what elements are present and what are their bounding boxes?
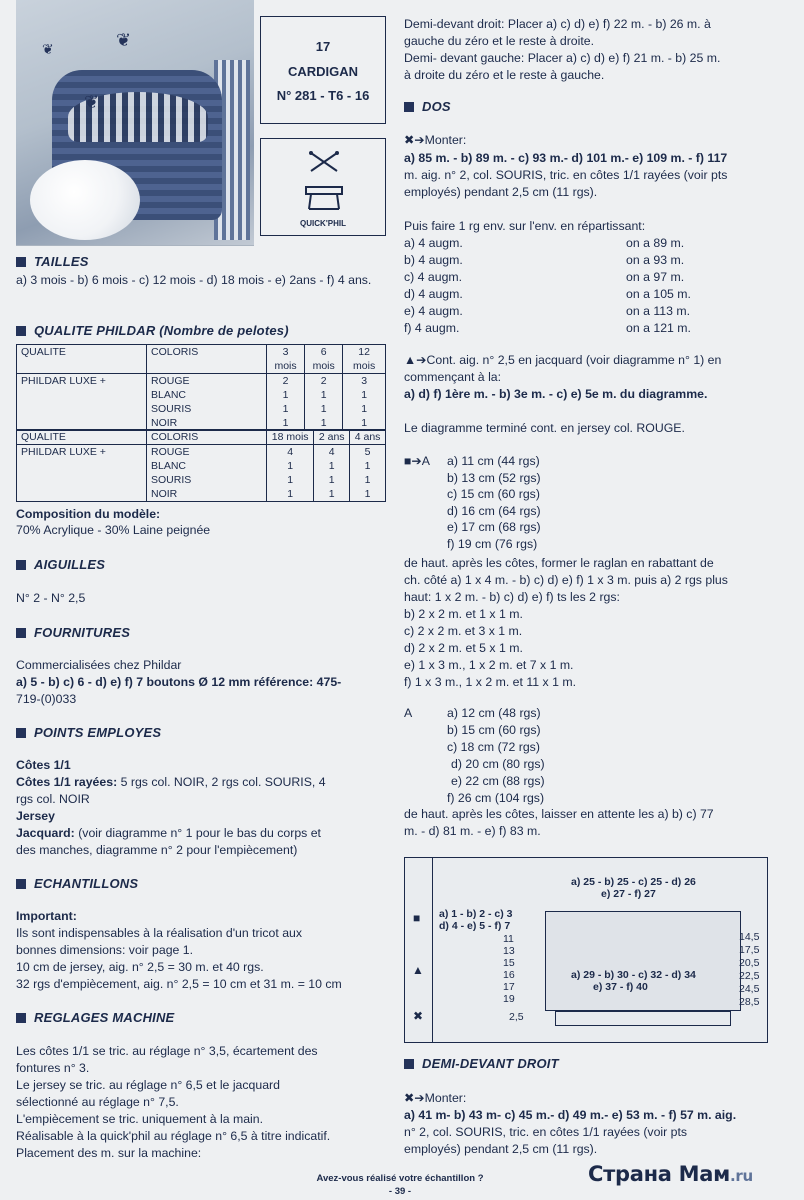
paw-icon: ❦: [42, 41, 54, 57]
square-symbol-icon: ■: [413, 911, 421, 925]
reglages-l2: fontures n° 3.: [16, 1061, 90, 1075]
fournitures-line3: 719-(0)033: [16, 692, 77, 706]
reglages-l7: Placement des m. sur la machine:: [16, 1146, 202, 1160]
attente-line2: m. - d) 81 m. - e) f) 83 m.: [404, 824, 541, 838]
rayees-line: Côtes 1/1 rayées: 5 rgs col. NOIR, 2 rgs col. SOURIS, 4: [16, 775, 326, 789]
height-item: e) 17 cm (68 rgs): [447, 520, 541, 534]
square-bullet-icon: [16, 257, 26, 267]
section-fournitures: FOURNITURES: [16, 624, 130, 642]
section-dos: DOS: [404, 98, 451, 116]
knitting-machine-icon: [305, 185, 343, 211]
dgauche-line1: Demi- devant gauche: Placer a) c) d) e) f) 21 m. - b) 25 m.: [404, 51, 721, 65]
cross-arrow-icon: ✖➔: [404, 133, 425, 147]
diag-done: Le diagramme terminé cont. en jersey col. ROUGE.: [404, 421, 685, 435]
height-item-2: d) 20 cm (80 rgs): [451, 757, 545, 771]
cross-symbol-icon: ✖: [413, 1009, 424, 1023]
title-box: [260, 16, 386, 124]
section-demi-devant-droit: DEMI-DEVANT DROIT: [404, 1055, 559, 1073]
schema-left-number: 15: [503, 957, 515, 969]
pattern-ref: N° 281 - T6 - 16: [276, 88, 370, 104]
jersey-label: Jersey: [16, 809, 55, 823]
quality-table-1: QUALITE COLORIS 3 mois 6 mois 12 mois PHILDAR LUXE + ROUGE 2 2 3 BLANC 1 1 1 SOURIS 1 1 1 NOIR 1 1 1: [16, 344, 386, 431]
plush-dog: [30, 160, 140, 240]
height-item-2: c) 18 cm (72 rgs): [447, 740, 540, 754]
height-item-2: f) 26 cm (104 rgs): [447, 791, 545, 805]
augm-result: on a 121 m.: [626, 321, 691, 335]
cont-line1: ▲➔Cont. aig. n° 2,5 en jacquard (voir diagramme n° 1) en: [404, 353, 722, 367]
rayees-line2: rgs col. NOIR: [16, 792, 90, 806]
reglages-l6: Réalisable à la quick'phil au réglage n° 6,5 à titre indicatif.: [16, 1129, 331, 1143]
height-item: c) 15 cm (60 rgs): [447, 487, 540, 501]
square-bullet-icon: [16, 728, 26, 738]
schema-mid1: a) 29 - b) 30 - c) 32 - d) 34: [571, 969, 696, 981]
attente-line1: de haut. après les côtes, laisser en attente les a) b) c) 77: [404, 807, 714, 821]
knitting-needles-icon: [309, 151, 339, 173]
echantillons-l3: 10 cm de jersey, aig. n° 2,5 = 30 m. et 40 rgs.: [16, 960, 264, 974]
augm-result: on a 93 m.: [626, 253, 685, 267]
dos-schema: [404, 857, 768, 1043]
ddroit-line1: Demi-devant droit: Placer a) c) d) e) f) 22 m. - b) 26 m. à: [404, 17, 711, 31]
square-bullet-icon: [16, 1013, 26, 1023]
monter-label: ✖➔Monter:: [404, 133, 467, 147]
square-bullet-icon: [16, 879, 26, 889]
echantillons-l1: Ils sont indispensables à la réalisation d'un tricot aux: [16, 926, 303, 940]
ddroit-line2: gauche du zéro et le reste à droite.: [404, 34, 595, 48]
schema-left-number: 17: [503, 981, 515, 993]
jacquard-line: Jacquard: (voir diagramme n° 1 pour le bas du corps et: [16, 826, 321, 840]
section-points: POINTS EMPLOYES: [16, 724, 161, 742]
tailles-text: a) 3 mois - b) 6 mois - c) 12 mois - d) 18 mois - e) 2ans - f) 4 ans.: [16, 273, 372, 287]
dgauche-line2: à droite du zéro et le reste à gauche.: [404, 68, 605, 82]
a-label-2: A: [404, 706, 413, 720]
height-item-2: e) 22 cm (88 rgs): [451, 774, 545, 788]
augm-item: c) 4 augm.: [404, 270, 463, 284]
decrease-item: b) 2 x 2 m. et 1 x 1 m.: [404, 607, 523, 621]
section-echantillons: ECHANTILLONS: [16, 875, 138, 893]
fournitures-line2: a) 5 - b) c) 6 - d) e) f) 7 boutons Ø 12 mm référence: 475-: [16, 675, 342, 689]
schema-right-number: 17,5: [739, 944, 760, 956]
decrease-item: e) 1 x 3 m., 1 x 2 m. et 7 x 1 m.: [404, 658, 574, 672]
quality-table-2: QUALITE COLORIS 18 mois 2 ans 4 ans PHILDAR LUXE + ROUGE 4 4 5 BLANC 1 1 1 SOURIS 1 1 1 NOIR 1 1 1: [16, 429, 386, 502]
quickphil-label: QUICK'PHIL: [300, 219, 346, 228]
dos-line1: a) 85 m. - b) 89 m. - c) 93 m.- d) 101 m.- e) 109 m. - f) 117: [404, 151, 728, 165]
height-item: a) 11 cm (44 rgs): [447, 454, 540, 468]
square-bullet-icon: [404, 102, 414, 112]
dd-line1: a) 41 m- b) 43 m- c) 45 m.- d) 49 m.- e) 53 m. - f) 57 m. aig.: [404, 1108, 737, 1122]
dos-line2: m. aig. n° 2, col. SOURIS, tric. en côtes 1/1 rayées (voir pts: [404, 168, 728, 182]
augm-item: b) 4 augm.: [404, 253, 463, 267]
augm-item: d) 4 augm.: [404, 287, 463, 301]
schema-right-number: 28,5: [739, 996, 760, 1008]
cardigan-photo: [16, 0, 254, 246]
height-item: d) 16 cm (64 rgs): [447, 503, 541, 518]
monter-label-2: ✖➔Monter:: [404, 1091, 467, 1105]
section-aiguilles: AIGUILLES: [16, 556, 105, 574]
aiguilles-text: N° 2 - N° 2,5: [16, 591, 86, 605]
schema-left-number: 16: [503, 969, 515, 981]
pattern-title: CARDIGAN: [287, 63, 359, 79]
reglages-l4: sélectionné au réglage n° 7,5.: [16, 1095, 179, 1109]
jacquard-line2: des manches, diagramme n° 2 pour l'empiècement): [16, 843, 298, 857]
pattern-number: 17: [315, 39, 331, 54]
quickphil-box: [260, 138, 386, 236]
cotes-label: Côtes 1/1: [16, 758, 71, 772]
height-item-2: b) 15 cm (60 rgs): [447, 723, 541, 737]
composition-label: Composition du modèle:: [16, 507, 161, 521]
paw-icon: ❦: [116, 30, 132, 50]
decrease-item: f) 1 x 3 m., 1 x 2 m. et 11 x 1 m.: [404, 675, 576, 689]
schema-rib: [555, 1011, 731, 1026]
schema-right-number: 14,5: [739, 931, 760, 943]
schema-mid2: e) 37 - f) 40: [593, 981, 648, 993]
schema-right-number: 24,5: [739, 983, 760, 995]
square-bullet-icon: [404, 1059, 414, 1069]
schema-top2: e) 27 - f) 27: [601, 888, 656, 900]
dos-line3: employés) pendant 2,5 cm (11 rgs).: [404, 185, 598, 199]
height-item-2: a) 12 cm (48 rgs): [447, 706, 541, 720]
augm-result: on a 113 m.: [626, 304, 691, 318]
footer-question: Avez-vous réalisé votre échantillon ?: [316, 1173, 484, 1184]
square-arrow-a: ■➔A: [404, 454, 430, 468]
fournitures-line1: Commercialisées chez Phildar: [16, 658, 182, 672]
raglan-line3: haut: 1 x 2 m. - b) c) d) e) f) ts les 2 rgs:: [404, 590, 620, 604]
augm-result: on a 97 m.: [626, 270, 685, 284]
schema-right-number: 22,5: [739, 970, 760, 982]
cont-line3: a) d) f) 1ère m. - b) 3e m. - c) e) 5e m. du diagramme.: [404, 387, 708, 401]
schema-rib-label: 2,5: [509, 1011, 524, 1023]
square-bullet-icon: [16, 326, 26, 336]
section-tailles: TAILLES: [16, 253, 89, 271]
augm-item: a) 4 augm.: [404, 236, 463, 250]
cross-arrow-icon: ✖➔: [404, 1091, 425, 1105]
raglan-line2: ch. côté a) 1 x 4 m. - b) c) d) e) f) 1 x 3 m. puis a) 2 rgs plus: [404, 573, 728, 587]
schema-left-number: 11: [503, 933, 514, 945]
schema-left-number: 19: [503, 993, 515, 1005]
reglages-l5: L'empiècement se tric. uniquement à la main.: [16, 1112, 264, 1126]
reglages-l3: Le jersey se tric. au réglage n° 6,5 et le jacquard: [16, 1078, 280, 1092]
composition-text: 70% Acrylique - 30% Laine peignée: [16, 523, 211, 537]
reglages-l1: Les côtes 1/1 se tric. au réglage n° 3,5, écartement des: [16, 1044, 318, 1058]
cont-line2: commençant à la:: [404, 370, 502, 384]
site-watermark: Страна Мам.ru: [588, 1162, 753, 1186]
dd-line3: employés) pendant 2,5 cm (11 rgs).: [404, 1142, 598, 1156]
schema-left1: a) 1 - b) 2 - c) 3: [439, 908, 513, 920]
square-bullet-icon: [16, 560, 26, 570]
footer: [300, 1173, 500, 1199]
square-arrow-icon: ■➔: [404, 454, 422, 468]
echantillons-l2: bonnes dimensions: voir page 1.: [16, 943, 194, 957]
triangle-arrow-icon: ▲➔: [404, 353, 427, 367]
decrease-item: d) 2 x 2 m. et 5 x 1 m.: [404, 641, 523, 655]
section-qualite: QUALITE PHILDAR (Nombre de pelotes): [16, 322, 289, 340]
height-item: b) 13 cm (52 rgs): [447, 470, 541, 485]
page-number: - 39 -: [388, 1185, 412, 1197]
schema-top1: a) 25 - b) 25 - c) 25 - d) 26: [571, 876, 696, 888]
schema-left2: d) 4 - e) 5 - f) 7: [439, 920, 511, 932]
dd-line2: n° 2, col. SOURIS, tric. en côtes 1/1 rayées (voir pts: [404, 1125, 688, 1139]
important-label: Important:: [16, 909, 77, 923]
puis-line: Puis faire 1 rg env. sur l'env. en répartissant:: [404, 219, 646, 233]
echantillons-l4: 32 rgs d'empiècement, aig. n° 2,5 = 10 cm et 31 m. = 10 cm: [16, 977, 342, 991]
schema-right-number: 20,5: [739, 957, 760, 969]
section-reglages: REGLAGES MACHINE: [16, 1009, 174, 1027]
decrease-item: c) 2 x 2 m. et 3 x 1 m.: [404, 624, 523, 638]
triangle-symbol-icon: ▲: [412, 963, 424, 977]
augm-result: on a 105 m.: [626, 287, 691, 301]
square-bullet-icon: [16, 628, 26, 638]
paw-icon: ❦: [84, 92, 100, 112]
raglan-line1: de haut. après les côtes, former le raglan en rabattant de: [404, 556, 714, 570]
augm-item: f) 4 augm.: [404, 321, 460, 335]
augm-item: e) 4 augm.: [404, 304, 463, 318]
augm-result: on a 89 m.: [626, 236, 685, 250]
height-item: f) 19 cm (76 rgs): [447, 536, 538, 551]
schema-symbol-bar: [405, 858, 433, 1042]
schema-left-number: 13: [503, 945, 515, 957]
schema-body: [545, 911, 741, 1011]
